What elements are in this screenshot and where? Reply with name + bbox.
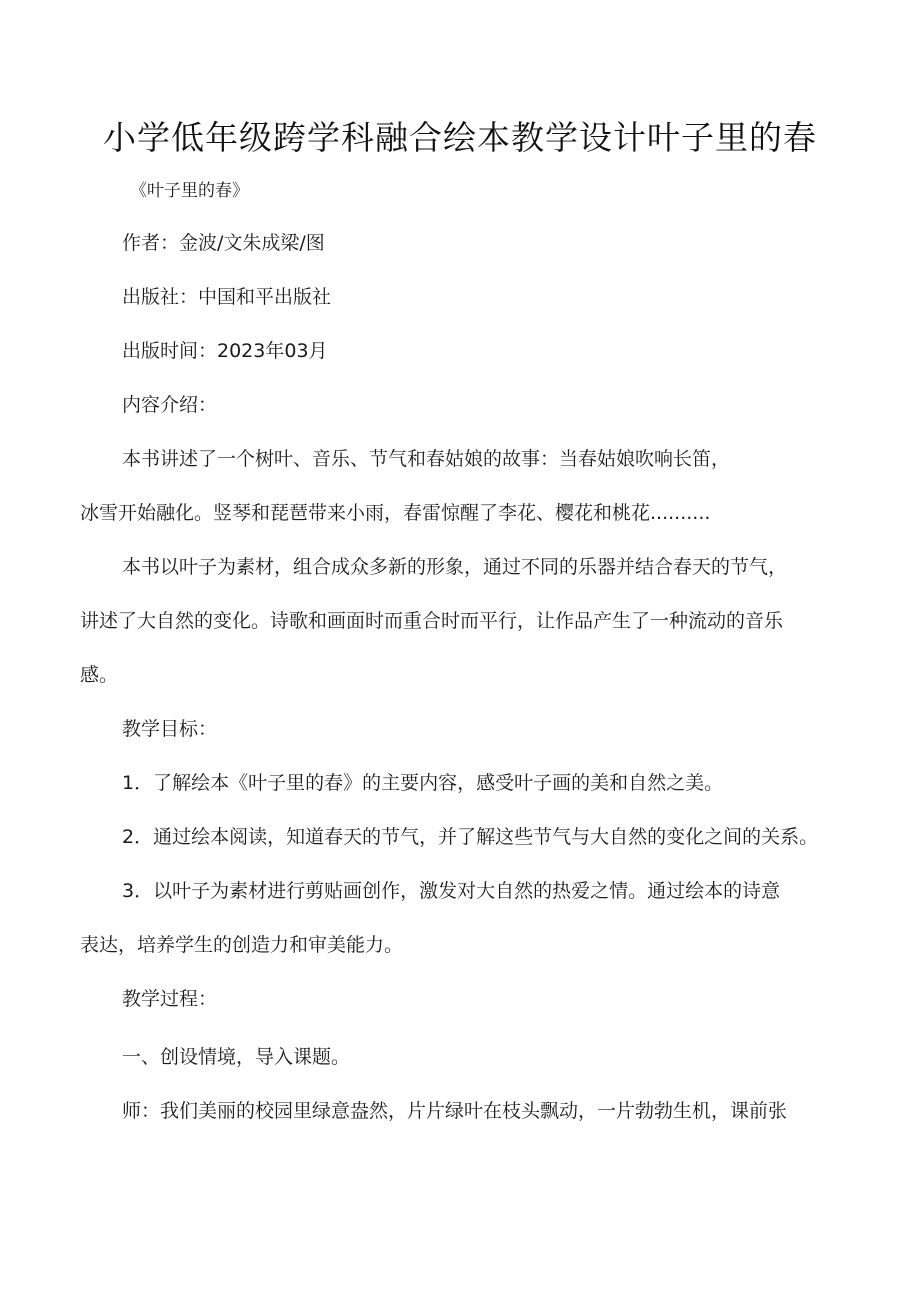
intro-paragraph-2-line: 讲述了大自然的变化。诗歌和画面时而重合时而平行，让作品产生了一种流动的音乐 (80, 610, 784, 632)
goal-item-3-line: 表达，培养学生的创造力和审美能力。 (80, 934, 404, 956)
publisher-line: 出版社：中国和平出版社 (122, 286, 332, 308)
goal-item-1: 1．了解绘本《叶子里的春》的主要内容，感受叶子画的美和自然之美。 (122, 772, 724, 794)
author-line: 作者：金波/文朱成梁/图 (122, 232, 325, 254)
goals-heading: 教学目标： (122, 718, 218, 740)
intro-paragraph-2-line: 感。 (80, 664, 119, 686)
intro-paragraph-1-line: 冰雪开始融化。竖琴和琵琶带来小雨，春雷惊醒了李花、樱花和桃花.......... (80, 502, 711, 524)
process-heading: 教学过程： (122, 988, 218, 1010)
document-title: 小学低年级跨学科融合绘本教学设计叶子里的春 (103, 118, 817, 157)
teacher-line: 师：我们美丽的校园里绿意盎然，片片绿叶在枝头飘动，一片勃勃生机，课前张 (122, 1100, 788, 1122)
publication-date-line: 出版时间：2023年03月 (122, 340, 328, 362)
goal-item-2: 2．通过绘本阅读，知道春天的节气，并了解这些节气与大自然的变化之间的关系。 (122, 826, 819, 848)
book-title: 《叶子里的春》 (130, 181, 249, 201)
step-1-heading: 一、创设情境，导入课题。 (122, 1046, 351, 1068)
intro-paragraph-1-line: 本书讲述了一个树叶、音乐、节气和春姑娘的故事：当春姑娘吹响长笛， (122, 448, 731, 470)
intro-heading: 内容介绍： (122, 394, 218, 416)
goal-item-3-line: 3．以叶子为素材进行剪贴画创作，激发对大自然的热爱之情。通过绘本的诗意 (122, 880, 781, 902)
intro-paragraph-2-line: 本书以叶子为素材，组合成众多新的形象，通过不同的乐器并结合春天的节气， (122, 556, 788, 578)
